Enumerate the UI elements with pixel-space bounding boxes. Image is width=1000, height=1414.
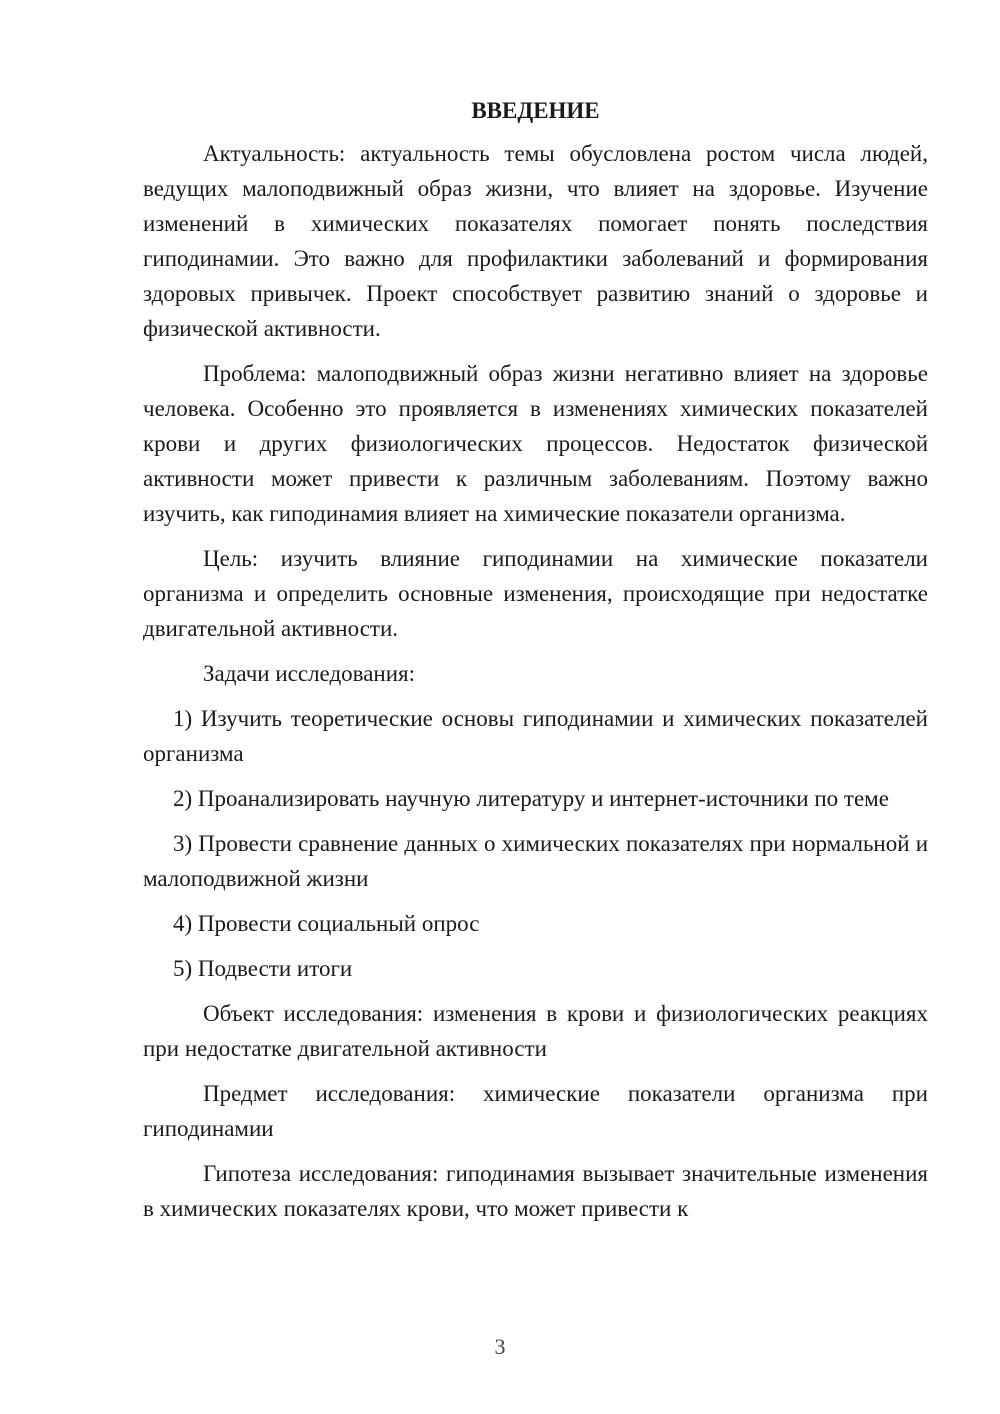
section-heading: ВВЕДЕНИЕ xyxy=(471,98,600,123)
tasks-heading: Задачи исследования: xyxy=(203,661,416,686)
page-number: 3 xyxy=(494,1334,506,1359)
task-item-3: 3) Провести сравнение данных о химических показателях при нормальной и малоподвижной жизни xyxy=(143,831,928,891)
object-paragraph: Объект исследования: изменения в крови и физиологических реакциях при недостатке двигательной активности xyxy=(143,1001,928,1061)
task-item-1: 1) Изучить теоретические основы гиподинамии и химических показателей организма xyxy=(143,706,928,766)
page-body xyxy=(143,96,928,1236)
goal-paragraph: Цель: изучить влияние гиподинамии на химические показатели организма и определить основные изменения, происходящие при недостатке двигательной активности. xyxy=(143,546,928,641)
task-item-5: 5) Подвести итоги xyxy=(173,956,353,981)
problem-paragraph: Проблема: малоподвижный образ жизни негативно влияет на здоровье человека. Особенно это проявляется в изменениях химических показателей крови и других физиологических процессов. Недостаток физической активности может привести к различным заболеваниям. Поэтому важно изучить, как гиподинамия влияет на химические показатели организма. xyxy=(143,361,928,526)
task-item-4: 4) Провести социальный опрос xyxy=(173,911,480,936)
relevance-paragraph: Актуальность: актуальность темы обусловлена ростом числа людей, ведущих малоподвижный образ жизни, что влияет на здоровье. Изучение изменений в химических показателях помогает понять последствия гиподинамии. Это важно для профилактики заболеваний и формирования здоровых привычек. Проект способствует развитию знаний о здоровье и физической активности. xyxy=(143,141,928,341)
subject-paragraph: Предмет исследования: химические показатели организма при гиподинамии xyxy=(143,1081,928,1141)
task-item-2: 2) Проанализировать научную литературу и интернет-источники по теме xyxy=(173,786,889,811)
hypothesis-paragraph: Гипотеза исследования: гиподинамия вызывает значительные изменения в химических показателях крови, что может привести к xyxy=(143,1161,928,1221)
